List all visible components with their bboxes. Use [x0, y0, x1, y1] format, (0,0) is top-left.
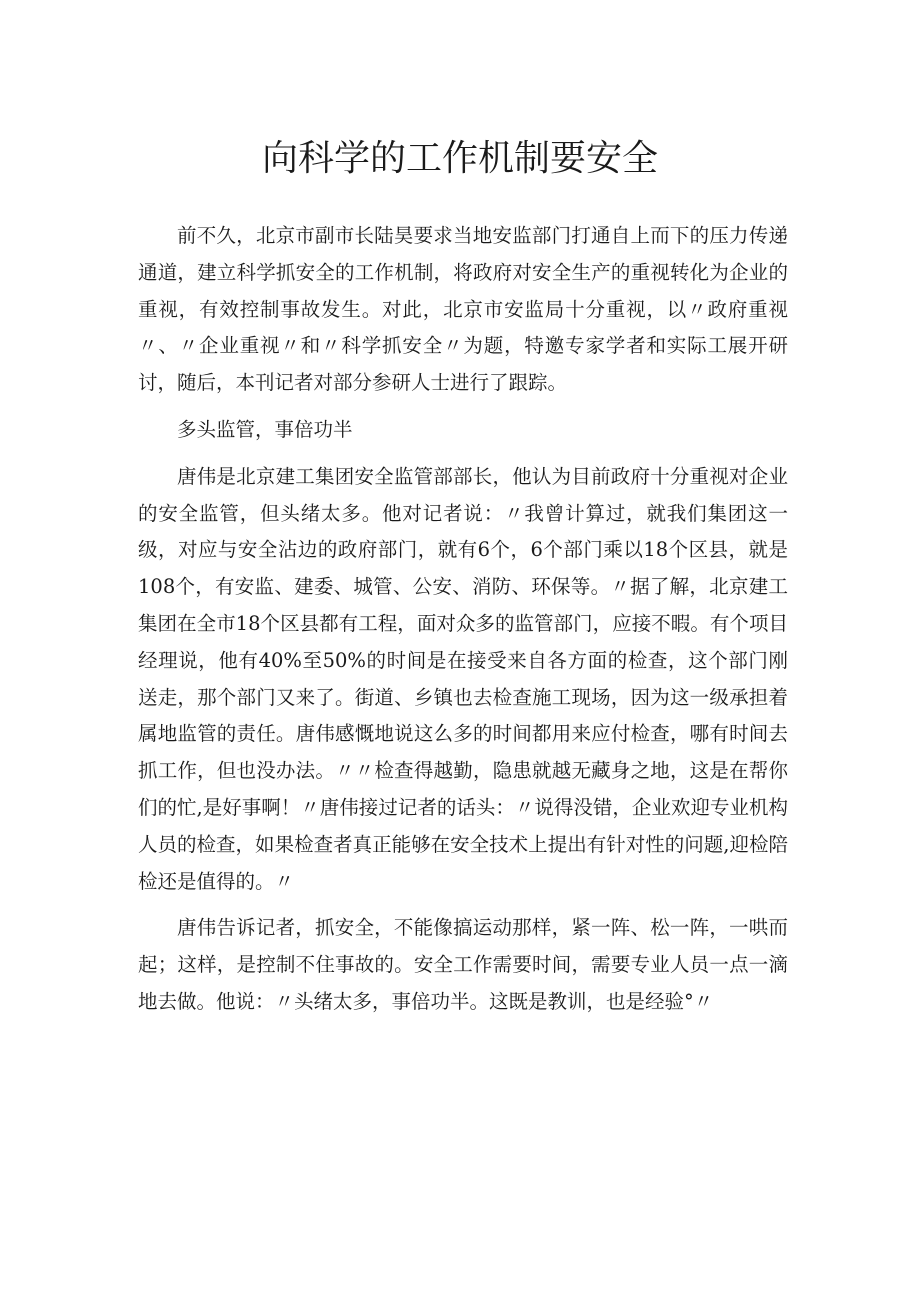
document-title: 向科学的工作机制要安全: [261, 138, 658, 179]
paragraph-tangwei-interview: 唐伟是北京建工集团安全监管部部长，他认为目前政府十分重视对企业的安全监管，但头绪太多。他对记者说：〃我曾计算过，就我们集团这一级，对应与安全沾边的政府部门，就有6个，6个部门乘以18个区县，就是108个，有安监、建委、城管、公安、消防、环保等。〃据了解，北京建工集团在全市18个区县都有工程，面对众多的监管部门，应接不暇。有个项目经理说，他有40%至50%的时间是在接受来自各方面的检查，这个部门刚送走，那个部门又来了。街道、乡镇也去检查施工现场，因为这一级承担着属地监管的责任。唐伟感慨地说这么多的时间都用来应付检查，哪有时间去抓工作，但也没办法。〃〃检查得越勤，隐患就越无藏身之地，这是在帮你们的忙,是好事啊！〃唐伟接过记者的话头：〃说得没错，企业欢迎专业机构人员的检查，如果检查者真正能够在安全技术上提出有针对性的问题,迎检陪检还是值得的。〃: [138, 464, 788, 893]
paragraph-intro: 前不久，北京市副市长陆昊要求当地安监部门打通自上而下的压力传递通道，建立科学抓安全的工作机制，将政府对安全生产的重视转化为企业的重视，有效控制事故发生。对此，北京市安监局十分重视，以〃政府重视〃、〃企业重视〃和〃科学抓安全〃为题，特邀专家学者和实际工展开研讨，随后，本刊记者对部分参研人士进行了跟踪。: [138, 224, 788, 395]
section-subheading: 多头监管，事倍功半: [177, 417, 353, 441]
article-body: [138, 218, 788, 1021]
paragraph-conclusion: 唐伟告诉记者，抓安全，不能像搞运动那样，紧一阵、松一阵，一哄而起；这样，是控制不住事故的。安全工作需要时间，需要专业人员一点一滴地去做。他说：〃头绪太多，事倍功半。这既是教训，也是经验°〃: [138, 916, 788, 1013]
